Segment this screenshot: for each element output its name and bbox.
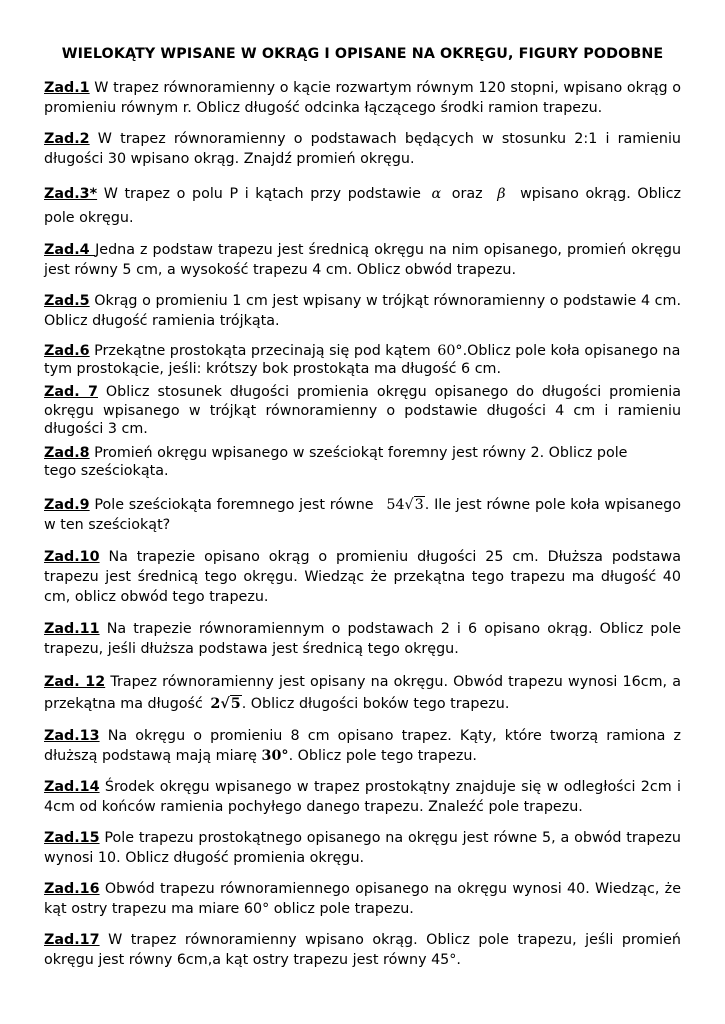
sqrt-radicand: 5: [230, 695, 241, 712]
task-text: Oblicz stosunek długości promienia okręgu opisanego do długości promienia okręgu wpisanego w trójkąt równoramienny o podstawie długości 4 cm i ramieniu długości 3 cm.: [44, 384, 682, 437]
task-label: Zad.17: [44, 931, 100, 948]
task-2: [44, 129, 681, 169]
task-text: . Oblicz pole tego trapezu.: [288, 747, 477, 764]
task-label: Zad.1: [44, 80, 90, 96]
task-text: Obwód trapezu równoramiennego opisanego na okręgu wynosi 40. Wiedząc, że kąt ostry trapezu ma miare 60° oblicz pole trapezu.: [44, 880, 681, 917]
angle-30: 30°: [261, 747, 289, 764]
task-9: [44, 495, 681, 535]
task-text: W trapez równoramienny wpisano okrąg. Oblicz pole trapezu, jeśli promień okręgu jest równy 6cm,a kąt ostry trapezu jest równy 45°.: [44, 931, 681, 968]
page-title: WIELOKĄTY WPISANE W OKRĄG I OPISANE NA OKRĘGU, FIGURY PODOBNE: [61, 46, 664, 62]
task-text: W trapez o polu P i kątach przy podstawie: [97, 186, 428, 202]
task-8: [44, 444, 681, 481]
task-17: [44, 930, 681, 970]
task-text: .Oblicz pole koła opisanego na tym prostokącie, jeśli: krótszy bok prostokąta ma długość 6 cm.: [44, 343, 681, 377]
task-label: Zad.16: [44, 880, 100, 897]
task-text: W trapez równoramienny o kącie rozwartym równym 120 stopni, wpisano okrąg o promieniu równym r. Oblicz długość odcinka łączącego środki ramion trapezu.: [44, 80, 681, 116]
task-text: wpisano okrąg. Oblicz pole okręgu.: [44, 186, 681, 226]
task-label: Zad.9: [44, 496, 90, 513]
task-5: [44, 291, 681, 331]
sqrt-coefficient: 54: [386, 496, 405, 513]
task-4: [44, 240, 681, 280]
alpha-symbol: α: [431, 186, 442, 202]
task-text: . Ile jest równe pole koła wpisanego w ten sześciokąt?: [44, 496, 682, 533]
task-11: [44, 619, 681, 659]
task-text: W trapez równoramienny o podstawach będących w stosunku 2:1 i ramieniu długości 30 wpisano okrąg. Znajdź promień okręgu.: [44, 131, 681, 167]
task-text: oraz: [445, 186, 490, 202]
task-text: Na okręgu o promieniu 8 cm opisano trapez. Kąty, które tworzą ramiona z dłuższą podstawą mają miarę: [44, 727, 681, 764]
task-label: Zad.6: [44, 343, 90, 359]
task-3: [44, 182, 681, 230]
task-text: Jedna z podstaw trapezu jest średnicą okręgu na nim opisanego, promień okręgu jest równy 5 cm, a wysokość trapezu 4 cm. Oblicz obwód trapezu.: [44, 242, 681, 278]
task-label: Zad.2: [44, 131, 90, 147]
task-label: Zad.13: [44, 727, 100, 744]
sqrt-expression: [386, 497, 424, 513]
task-label: Zad. 12: [44, 673, 106, 690]
task-label: Zad.3*: [44, 186, 98, 202]
task-10: [44, 547, 681, 607]
task-label: Zad.8: [44, 444, 90, 461]
angle-60: 60°: [437, 343, 463, 359]
sqrt-expression: [210, 696, 241, 712]
sqrt-coefficient: 2: [210, 695, 221, 712]
task-label: Zad.15: [44, 829, 100, 846]
task-text: Na trapezie opisano okrąg o promieniu długości 25 cm. Dłuższa podstawa trapezu jest średnicą tego okręgu. Wiedząc że przekątna tego trapezu ma długość 40 cm, oblicz obwód tego trapezu.: [44, 548, 681, 605]
task-12: [44, 671, 681, 715]
task-text: Trapez równoramienny jest opisany na okręgu. Obwód trapezu wynosi 16cm, a przekątna ma długość: [44, 673, 681, 712]
task-text: Środek okręgu wpisanego w trapez prostokątny znajduje się w odległości 2cm i 4cm od końców ramienia pochyłego danego trapezu. Znaleźć pole trapezu.: [44, 778, 681, 815]
task-label: Zad. 7: [44, 384, 98, 400]
task-label: Zad.10: [44, 548, 100, 565]
task-1: [44, 78, 681, 118]
sqrt-symbol: √5: [220, 695, 241, 712]
beta-symbol: β: [497, 186, 506, 202]
task-text: Na trapezie równoramiennym o podstawach 2 i 6 opisano okrąg. Oblicz pole trapezu, jeśli dłuższa podstawa jest średnicą tego okręgu.: [44, 620, 681, 657]
task-7: [44, 383, 681, 439]
sqrt-radicand: 3: [414, 496, 424, 513]
task-15: [44, 828, 681, 868]
task-text: . Oblicz długości boków tego trapezu.: [241, 695, 510, 712]
task-text: Okrąg o promieniu 1 cm jest wpisany w trójkąt równoramienny o podstawie 4 cm. Oblicz długość ramienia trójkąta.: [44, 293, 681, 329]
task-text: Pole sześciokąta foremnego jest równe: [89, 496, 379, 513]
task-6: [44, 342, 681, 378]
sqrt-symbol: √3: [404, 496, 424, 513]
task-text: Przekątne prostokąta przecinają się pod kątem: [89, 343, 436, 359]
task-label: Zad.14: [44, 778, 100, 795]
task-text: Promień okręgu wpisanego w sześciokąt foremny jest równy 2. Oblicz pole tego sześciokąta.: [44, 444, 628, 479]
task-label: Zad.4: [44, 242, 96, 258]
task-label: Zad.11: [44, 620, 100, 637]
task-14: [44, 777, 681, 817]
task-text: Pole trapezu prostokątnego opisanego na okręgu jest równe 5, a obwód trapezu wynosi 10. Oblicz długość promienia okręgu.: [44, 829, 681, 866]
task-label: Zad.5: [44, 293, 90, 309]
task-16: [44, 879, 681, 919]
task-13: [44, 726, 681, 766]
